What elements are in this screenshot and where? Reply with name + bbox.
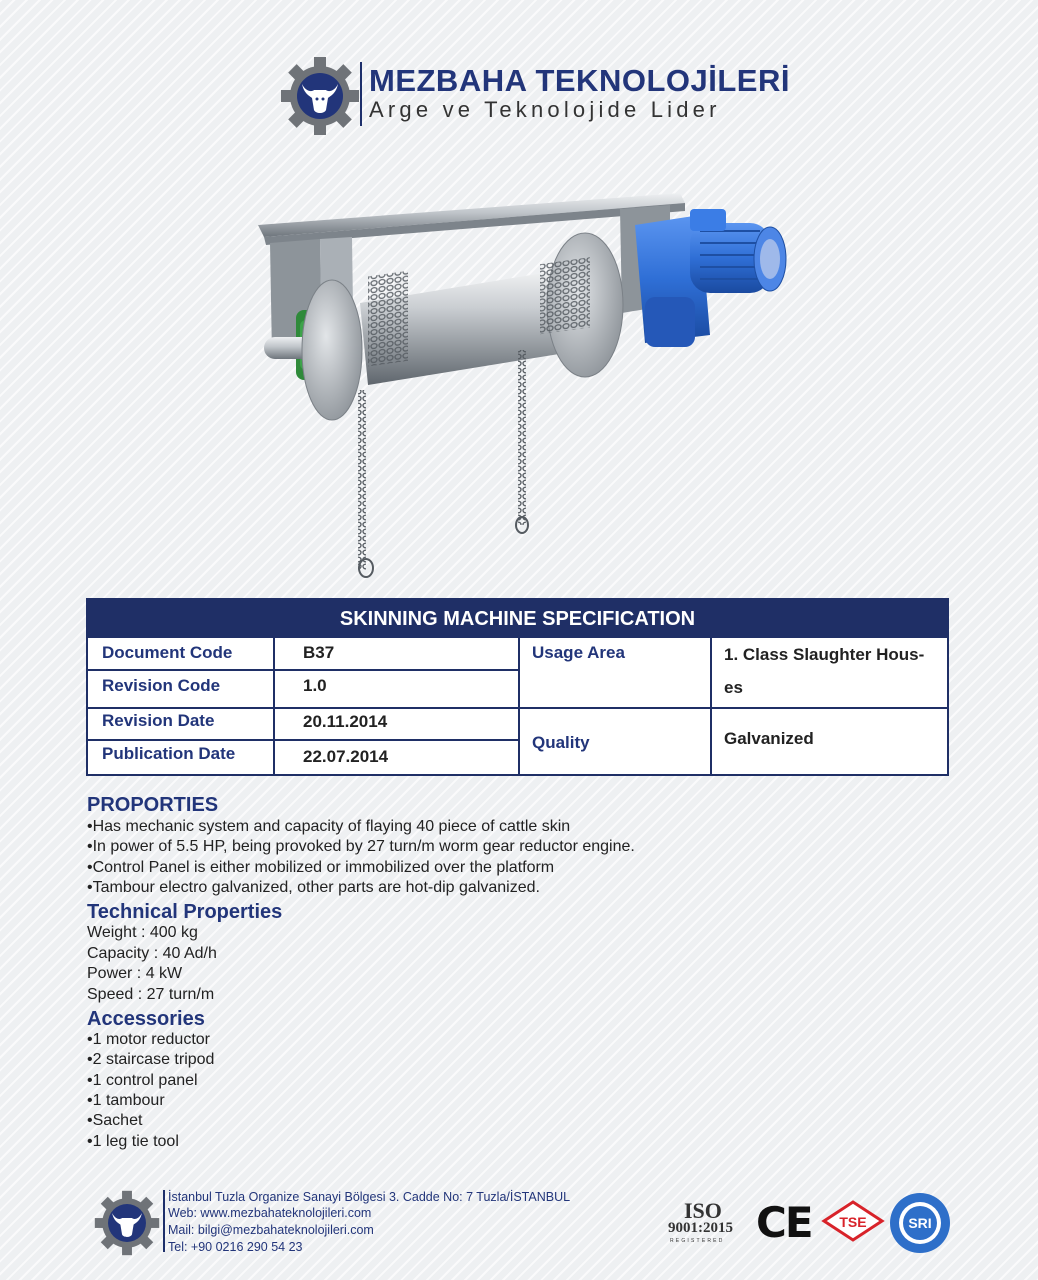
proporties-item: •Tambour electro galvanized, other parts are hot-dip galvanized. (87, 879, 540, 896)
footer-bull-gear-logo-icon (94, 1190, 160, 1256)
iso-label: ISO (684, 1198, 722, 1223)
technical-heading: Technical Properties (87, 901, 283, 923)
revision-code-label: Revision Code (88, 671, 275, 709)
technical-item: Weight : 400 kg (87, 924, 198, 941)
iso-9001-badge (668, 1198, 752, 1248)
proporties-item: •Has mechanic system and capacity of flaying 40 piece of cattle skin (87, 818, 571, 835)
footer-divider (163, 1190, 165, 1252)
usage-area-line-1: 1. Class Slaughter Hous- (724, 645, 925, 664)
publication-date-label: Publication Date (88, 741, 275, 774)
footer-web[interactable]: Web: www.mezbahateknolojileri.com (168, 1206, 372, 1220)
tse-logo-icon (820, 1198, 886, 1244)
sri-text: SRI (908, 1215, 932, 1231)
accessories-item: •1 motor reductor (87, 1031, 210, 1048)
header-divider (360, 62, 362, 126)
usage-area-label: Usage Area (520, 638, 712, 709)
accessories-item: •1 leg tie tool (87, 1133, 179, 1150)
usage-area-line-2: es (724, 678, 743, 697)
bull-gear-logo-icon (280, 56, 360, 136)
revision-date-value: 20.11.2014 (275, 709, 520, 741)
technical-item: Speed : 27 turn/m (87, 986, 215, 1003)
accessories-item: •1 tambour (87, 1092, 165, 1109)
document-code-label: Document Code (88, 638, 275, 671)
accessories-item: •2 staircase tripod (87, 1051, 215, 1068)
revision-code-value: 1.0 (275, 671, 520, 709)
usage-area-value (712, 638, 947, 709)
footer-address: İstanbul Tuzla Organize Sanayi Bölgesi 3. Cadde No: 7 Tuzla/İSTANBUL (168, 1190, 571, 1204)
accessories-item: •1 control panel (87, 1072, 198, 1089)
quality-label: Quality (520, 709, 712, 774)
tse-text: TSE (839, 1214, 867, 1230)
brand-name: MEZBAHA TEKNOLOJİLERİ (369, 63, 790, 98)
document-code-value: B37 (275, 638, 520, 671)
header-logo (280, 56, 790, 136)
ce-mark: CE (756, 1198, 812, 1247)
footer-mail[interactable]: Mail: bilgi@mezbahateknolojileri.com (168, 1223, 374, 1237)
skinning-machine-image (250, 185, 795, 580)
accessories-heading: Accessories (87, 1008, 205, 1030)
revision-date-label: Revision Date (88, 709, 275, 741)
technical-item: Capacity : 40 Ad/h (87, 945, 217, 962)
sri-ohsas-badge-icon (889, 1192, 951, 1254)
proporties-item: •Control Panel is either mobilized or immobilized over the platform (87, 859, 555, 876)
publication-date-value: 22.07.2014 (275, 741, 520, 774)
spec-table-title: SKINNING MACHINE SPECIFICATION (88, 600, 947, 638)
footer-tel: Tel: +90 0216 290 54 23 (168, 1240, 303, 1254)
technical-item: Power : 4 kW (87, 965, 183, 982)
iso-registered: REGISTERED (670, 1238, 725, 1244)
brand-slogan: Arge ve Teknolojide Lider (369, 97, 721, 122)
proporties-heading: PROPORTIES (87, 794, 219, 816)
proporties-item: •In power of 5.5 HP, being provoked by 27 turn/m worm gear reductor engine. (87, 838, 635, 855)
accessories-item: •Sachet (87, 1112, 143, 1129)
iso-number: 9001:2015 (668, 1220, 733, 1236)
spec-table (86, 598, 949, 776)
quality-value: Galvanized (724, 729, 814, 748)
